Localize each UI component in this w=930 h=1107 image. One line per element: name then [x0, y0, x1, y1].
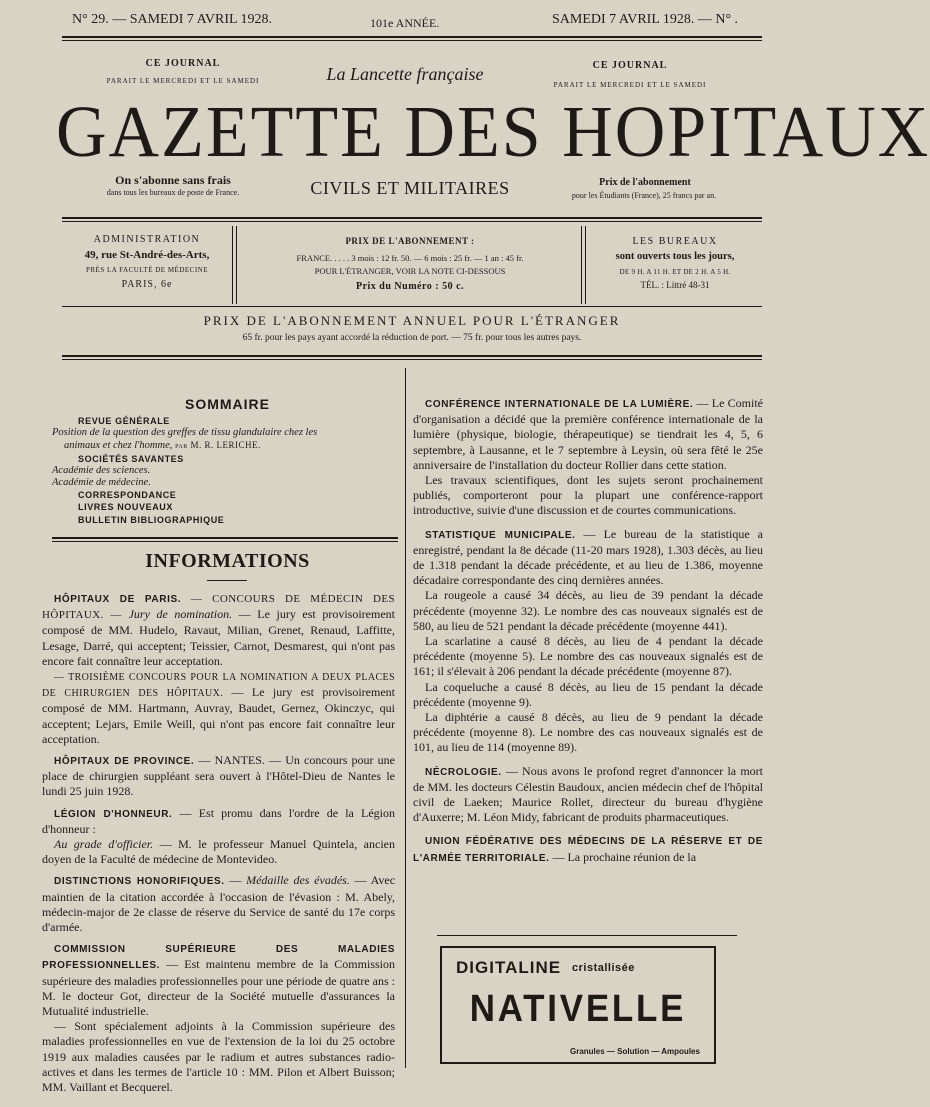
masthead-tagline: La Lancette française — [326, 64, 484, 84]
ad-footer: Granules — Solution — Ampoules — [570, 1047, 700, 1056]
masthead-sub-right-l1: Prix de l'abonnement — [599, 177, 691, 188]
sommaire-item-societes: SOCIÉTÉS SAVANTES — [78, 453, 184, 464]
bureau-head: LES BUREAUX — [632, 236, 718, 247]
bureau-tel: TÉL. : Littré 48-31 — [640, 280, 710, 290]
item-hopitaux-paris: HÔPITAUX DE PARIS. — CONCOURS DE MÉDECIN DES HÔPITAUX. — Jury de nomination. — Le jury est provisoirement composé de MM. Hudelo, Ravaut, Milian, Grenet, Renaud, Laffitte, Lesage, Darré, qui acceptent; Teissier, Carnot, Desmarest, qui n'ont pas encore fait connaître leur acceptation. — [42, 593, 395, 668]
top-rule — [62, 36, 762, 41]
admin-head: ADMINISTRATION — [93, 234, 201, 245]
price-head: PRIX DE L'ABONNEMENT : — [345, 236, 475, 246]
masthead-sub-left-l1: On s'abonne sans frais — [115, 173, 231, 187]
sommaire-item-academie-sciences: Académie des sciences. — [52, 464, 151, 476]
item-commission: COMMISSION SUPÉRIEURE DES MALADIES PROFESSIONNELLES. — Est maintenu membre de la Commission supérieure des maladies professionnelles pour une période de quatre ans : M. le docteur Got, directeur de la Société mutuelle d'assurances la Mutualité industrielle. — [42, 944, 395, 1019]
bureau-hours: DE 9 H. A 11 H. ET DE 2 H. A 5 H. — [619, 268, 731, 276]
admin-address: 49, rue St-André-des-Arts, — [84, 249, 210, 261]
item-legion-honneur: LÉGION D'HONNEUR. — Est promu dans l'ordre de la Légion d'honneur : — [42, 805, 396, 836]
masthead-rule — [62, 217, 762, 222]
masthead-sub-left-l2: dans tous les bureaux de poste de France. — [106, 188, 240, 197]
ad-box — [440, 946, 716, 1064]
item-troisieme-concours: — TROISIÈME CONCOURS POUR LA NOMINATION A DEUX PLACES DE CHIRURGIEN DES HÔPITAUX. — Le jury est provisoirement composé de MM. Hartmann, Auvray, Baudet, Gernez, Okinczyc, qui acceptent; Lejars, Emile Weill, qui n'ont pas encore fait connaître leur acceptation. — [42, 672, 396, 746]
ad-brand: NATIVELLE — [469, 988, 687, 1030]
bureau-open: sont ouverts tous les jours, — [615, 251, 735, 262]
item-statistique: STATISTIQUE MUNICIPALE. — Le bureau de la statistique a enregistré, pendant la 8e décade (11-20 mars 1928), 1.303 décès, au lieu de 1.318 pendant la décade précédente, et au lieu de 1.386, moyenne décadaire correspondante des cinq dernières années. — [413, 526, 763, 588]
masthead-sub-right-l2: pour les Étudiants (France), 25 francs par an. — [571, 191, 717, 200]
sommaire-item-academie-medecine: Académie de médecine. — [52, 477, 151, 489]
item-conference-travaux: Les travaux scientifiques, dont les sujets seront prochainement publiés, comporteront pour la plupart une conférence-rapport introductive, suivie d'une discussion et de courtes communications. — [413, 473, 763, 518]
item-coqueluche: La coqueluche a causé 8 décès, au lieu de 15 pendant la décade précédente (moyenne 9). — [413, 679, 763, 709]
foreign-rule — [62, 355, 762, 360]
item-scarlatine: La scarlatine a causé 8 décès, au lieu de 4 pendant la décade précédente (moyenne 5). Le nombre des cas nouveaux signalés est de 161; il s'élevait à 206 pendant la décade précédente (moyenne 87). — [413, 634, 763, 679]
column-divider — [405, 368, 406, 1068]
foreign-head: PRIX DE L'ABONNEMENT ANNUEL POUR L'ÉTRANGER — [203, 313, 621, 328]
item-diphterie: La diphtérie a causé 8 décès, au lieu de 9 pendant la décade précédente (moyenne 8). Le nombre des cas nouveaux signalés est de 101, au lieu de 114 (moyenne 89). — [413, 710, 763, 755]
item-conference-lumiere: CONFÉRENCE INTERNATIONALE DE LA LUMIÈRE. — Le Comité d'organisation a décidé que la première conférence internationale de la lumière (physique, biologie, thérapeutique) se tiendrait les 4, 5, 6 septembre, à Lausanne, et le 7 septembre à Leysin, où sera fêté le 25e anniversaire de l'installation du docteur Rollier dans cette station. — [413, 396, 763, 472]
sommaire-item-correspondance: CORRESPONDANCE — [78, 490, 177, 501]
sommaire-item-revue: REVUE GÉNÉRALE — [78, 416, 170, 426]
sommaire-item-position: Position de la question des greffes de tissu glandulaire chez les — [52, 427, 318, 439]
item-union-federative: UNION FÉDÉRATIVE DES MÉDECINS DE LA RÉSERVE ET DE L'ARMÉE TERRITORIALE. — La prochaine réunion de la — [413, 836, 763, 864]
sommaire-item-bulletin: BULLETIN BIBLIOGRAPHIQUE — [78, 514, 225, 525]
foreign-line: 65 fr. pour les pays ayant accordé la réduction de port. — 75 fr. pour tous les autres pays. — [242, 333, 582, 343]
ad-cristallisee: cristallisée — [572, 962, 635, 974]
issue-right: SAMEDI 7 AVRIL 1928. — N° . — [552, 12, 739, 27]
admin-faculty: PRÈS LA FACULTÉ DE MÉDECINE — [85, 266, 208, 274]
masthead-left-l1: CE JOURNAL — [145, 58, 221, 69]
item-distinctions: DISTINCTIONS HONORIFIQUES. — Médaille des évadés. — Avec maintien de la citation accordée à l'occasion de l'évasion : M. Abely, médecin-major de 2e classe de réserve du Service de santé du 17e corps d'armée. — [42, 873, 396, 935]
issue-left: N° 29. — SAMEDI 7 AVRIL 1928. — [72, 12, 273, 27]
year-center: 101e ANNÉE. — [370, 16, 440, 30]
sommaire-list — [52, 415, 400, 526]
price-line: FRANCE. . . . . 3 mois : 12 fr. 50. — 6 mois : 25 fr. — 1 an : 45 fr. — [296, 253, 524, 263]
sommaire-item-livres: LIVRES NOUVEAUX — [78, 502, 174, 513]
admin-city: PARIS, 6e — [121, 279, 173, 290]
price-number: Prix du Numéro : 50 c. — [355, 281, 465, 292]
item-commission-adjoints: — Sont spécialement adjoints à la Commission supérieure des maladies professionnelles en vue de l'extension de la loi du 25 octobre 1919 aux maladies causées par le radium et autres substances radio-actives et dans les termes de l'article 10 : MM. Pilon et Albert Buisson; MM. Vaillant et Becquerel. — [42, 1019, 395, 1095]
masthead-right-l2: PARAIT LE MERCREDI ET LE SAMEDI — [553, 81, 707, 89]
item-rougeole: La rougeole a causé 34 décès, au lieu de 39 pendant la décade précédente (moyenne 32). Le nombre des cas nouveaux signalés est de 580, au lieu de 521 pendant la décade précédente (moyenne 441). — [413, 588, 763, 633]
item-hopitaux-province: HÔPITAUX DE PROVINCE. — NANTES. — Un concours pour une place de chirurgien suppléant sera ouvert à l'Hôtel-Dieu de Nantes le lundi 25 juin 1928. — [42, 753, 395, 799]
informations-body — [42, 591, 395, 1095]
ad-top-rule — [437, 935, 737, 936]
masthead-subtitle: CIVILS ET MILITAIRES — [310, 178, 510, 198]
sommaire-item-author: animaux et chez l'homme, par M. R. LERICHE. — [64, 440, 261, 452]
price-foreign: POUR L'ÉTRANGER, VOIR LA NOTE CI-DESSOUS — [314, 266, 506, 276]
sommaire-title: SOMMAIRE — [185, 396, 270, 412]
right-column-body — [413, 396, 763, 866]
info-box — [62, 224, 762, 307]
informations-title: INFORMATIONS — [145, 550, 310, 572]
masthead-right-l1: CE JOURNAL — [592, 60, 668, 71]
item-necrologie: NÉCROLOGIE. — Nous avons le profond regret d'annoncer la mort de MM. les docteurs Célestin Baudoux, ancien médecin chef de l'hôpital civil de Laeken; Maurice Rollet, directeur du bureau d'hygiène d'Auxerre; M. Léon Midy, fabricant de produits pharmaceutiques. — [413, 763, 763, 825]
masthead-left-l2: PARAIT LE MERCREDI ET LE SAMEDI — [106, 77, 260, 85]
sommaire-rule — [52, 537, 398, 542]
masthead-title: GAZETTE DES HOPITAUX — [56, 92, 930, 173]
ad-digitaline: DIGITALINE — [456, 958, 562, 977]
informations-dash — [207, 580, 247, 581]
item-legion-grade: Au grade d'officier. — M. le professeur Manuel Quintela, ancien doyen de la Faculté de médecine de Montevideo. — [42, 837, 395, 867]
